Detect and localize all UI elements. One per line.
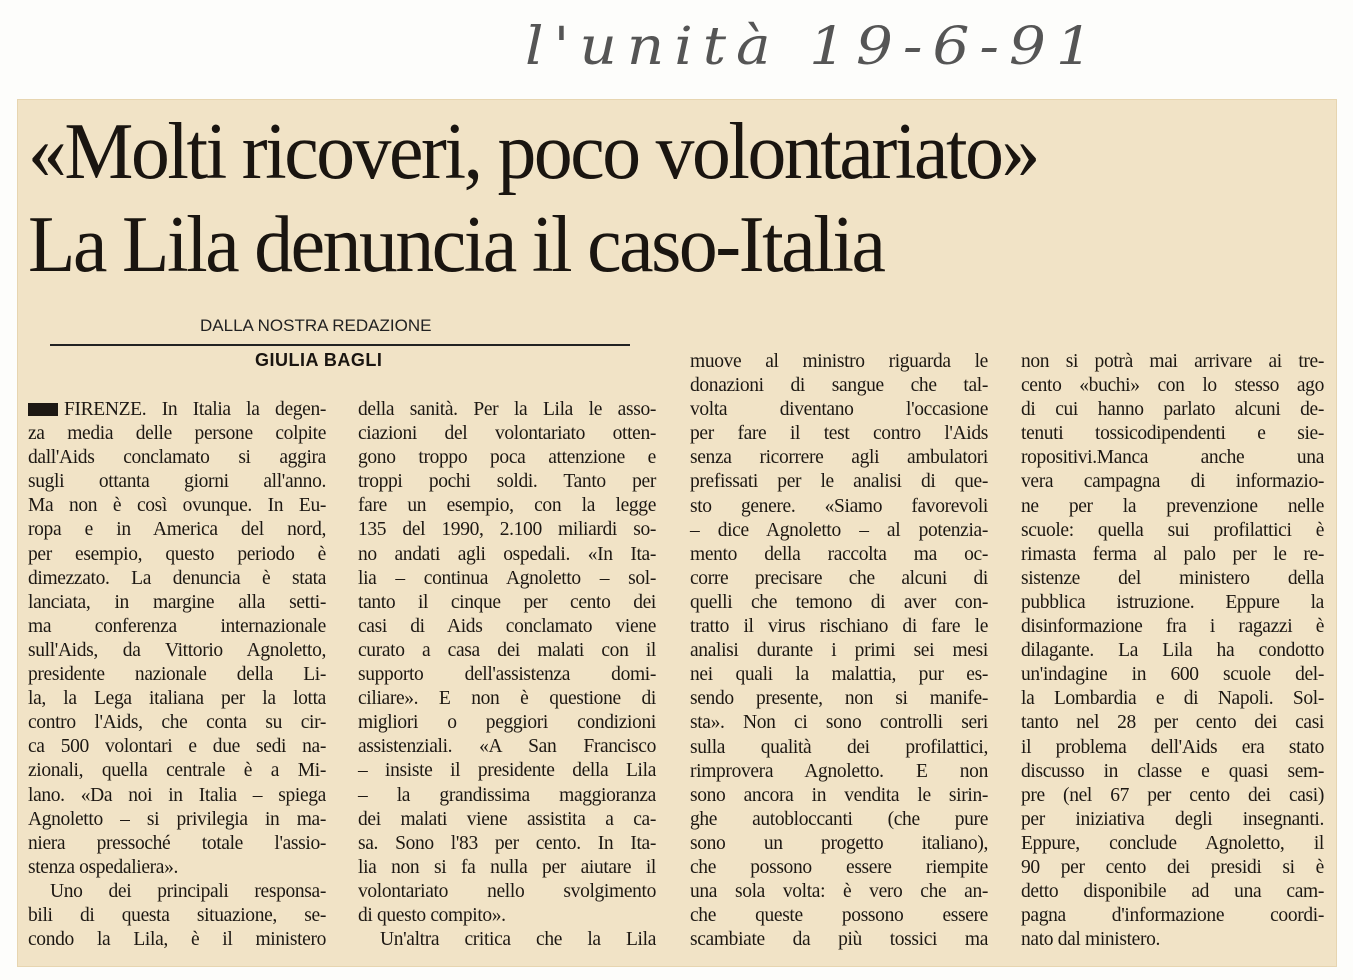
article-line: cento «buchi» con lo stesso ago <box>1021 375 1324 397</box>
article-line: lano. «Da noi in Italia – spiega <box>28 784 326 806</box>
article-line: discusso in classe e quasi sem- <box>1021 760 1324 782</box>
article-line: ghe autobloccanti (che pure <box>690 808 988 830</box>
article-line: za media delle persone colpite <box>28 423 326 445</box>
article-line: corre precisare che alcuni di <box>690 567 988 589</box>
article-line: tanto nel 28 per cento dei casi <box>1021 712 1324 734</box>
article-line: sugli ottanta giorni all'anno. <box>28 471 326 493</box>
article-line: della sanità. Per la Lila le asso- <box>358 399 656 420</box>
article-line: nato dal ministero. <box>1021 929 1161 951</box>
article-line: 135 del 1990, 2.100 miliardi so- <box>358 519 656 541</box>
article-line: mento della raccolta ma oc- <box>690 543 988 565</box>
article-line: ciliare». E non è questione di <box>358 688 656 710</box>
article-line: 90 per cento dei presidi si è <box>1021 856 1324 878</box>
article-line: ma conferenza internazionale <box>28 615 326 637</box>
article-line: sto genere. «Siamo favorevoli <box>690 495 988 517</box>
author-byline: GIULIA BAGLI <box>255 350 383 370</box>
article-line: volontariato nello svolgimento <box>358 880 656 902</box>
article-line: donazioni di sangue che tal- <box>690 375 988 397</box>
article-line: un'indagine in 600 scuole del- <box>1021 664 1324 686</box>
article-line: pre (nel 67 per cento dei casi) <box>1021 784 1324 806</box>
article-line: sono ancora in vendita le sirin- <box>690 784 988 806</box>
article-line: casi di Aids conclamato viene <box>358 615 656 637</box>
article-line: scambiate da più tossici ma <box>690 929 988 951</box>
article-line: che queste possono essere <box>690 905 988 927</box>
article-line: sistenze del ministero della <box>1021 567 1324 589</box>
article-column-3 <box>690 350 988 952</box>
article-line: una sola volta: è vero che an- <box>690 881 988 903</box>
article-column-1 <box>28 398 326 952</box>
article-line: condo la Lila, è il ministero <box>28 929 326 951</box>
article-line: – dice Agnoletto – al potenzia- <box>690 519 988 541</box>
article-line: ne per la prevenzione nelle <box>1021 495 1324 517</box>
article-line: Un'altra critica che la Lila <box>380 929 656 951</box>
article-line: gono troppo poca attenzione e <box>358 447 656 469</box>
article-line: scuole: quella sui profilattici è <box>1021 519 1324 541</box>
article-line: non si potrà mai arrivare ai tre- <box>1021 351 1324 372</box>
article-line: sulla qualità dei profilattici, <box>690 736 988 758</box>
article-line: detto disponibile ad una cam- <box>1021 881 1324 903</box>
article-line: lanciata, in margine alla setti- <box>28 591 326 613</box>
article-line: il problema dell'Aids era stato <box>1021 736 1324 758</box>
article-line: sendo presente, non si manife- <box>690 688 988 710</box>
article-line: sono un progetto italiano), <box>690 832 988 854</box>
article-line: Eppure, conclude Agnoletto, il <box>1021 832 1324 854</box>
article-line: prefissati per le analisi di que- <box>690 471 988 493</box>
article-line: pagna d'informazione coordi- <box>1021 905 1324 927</box>
article-line: volta diventano l'occasione <box>690 399 988 421</box>
article-line: quelli che temono di aver con- <box>690 591 988 613</box>
article-line: analisi durante i primi sei mesi <box>690 640 988 662</box>
article-line: la Lombardia e di Napoli. Sol- <box>1021 688 1324 710</box>
article-line: – la grandissima maggioranza <box>358 784 656 806</box>
article-line: Ma non è così ovunque. In Eu- <box>28 495 326 517</box>
article-line: rimasta ferma al palo per le re- <box>1021 543 1324 565</box>
article-line: zionali, quella centrale è a Mi- <box>28 760 326 782</box>
article-column-2 <box>358 398 656 952</box>
article-line: stenza ospedaliera». <box>28 856 179 878</box>
article-line <box>28 398 326 422</box>
article-line: pubblica istruzione. Eppure la <box>1021 591 1324 613</box>
article-line: curato a casa dei malati con il <box>358 639 656 661</box>
dateline: DALLA NOSTRA REDAZIONE <box>200 316 432 335</box>
handwritten-annotation: l'unità 19-6-91 <box>525 15 1103 77</box>
article-line: per esempio, questo periodo è <box>28 543 326 565</box>
article-line: rimprovera Agnoletto. E non <box>690 760 988 782</box>
article-line: per iniziativa degli insegnanti. <box>1021 808 1324 830</box>
article-line: dall'Aids conclamato si aggira <box>28 447 326 469</box>
article-line: no andati agli ospedali. «In Ita- <box>358 543 656 565</box>
article-line: ropositivi.Manca anche una <box>1021 447 1324 469</box>
article-line: muove al ministro riguarda le <box>690 351 988 372</box>
article-line: lia – continua Agnoletto – sol- <box>358 567 656 589</box>
article-line: Agnoletto – si privilegia in ma- <box>28 808 326 830</box>
section-marker-icon <box>28 403 58 416</box>
article-line: assistenziali. «A San Francisco <box>358 736 656 758</box>
article-line: ciazioni del volontariato otten- <box>358 423 656 445</box>
article-line: migliori o peggiori condizioni <box>358 712 656 734</box>
article-line-text: FIRENZE. In Italia la degen- <box>64 399 326 420</box>
headline-line-1: «Molti ricoveri, poco volontariato» <box>28 108 1038 196</box>
article-line: sa. Sono l'83 per cento. In Ita- <box>358 832 656 854</box>
article-line: troppi pochi soldi. Tanto per <box>358 471 656 493</box>
article-line: che possono essere riempite <box>690 856 988 878</box>
article-line: dimezzato. La denuncia è stata <box>28 567 326 589</box>
article-line: ropa e in America del nord, <box>28 519 326 541</box>
article-line: niera pressoché totale l'assio- <box>28 832 326 854</box>
article-line: sta». Non ci sono controlli seri <box>690 712 988 734</box>
article-line: tenuti tossicodipendenti e sie- <box>1021 423 1324 445</box>
article-line: di questo compito». <box>358 904 506 926</box>
article-line: ca 500 volontari e due sedi na- <box>28 736 326 758</box>
article-line: tanto il cinque per cento dei <box>358 591 656 613</box>
article-column-4 <box>1021 350 1324 952</box>
article-line: tratto il virus rischiano di fare le <box>690 616 988 638</box>
article-line: dei malati viene assistita a ca- <box>358 808 656 830</box>
article-line: vera campagna di informazio- <box>1021 471 1324 493</box>
article-line: di cui hanno parlato alcuni de- <box>1021 399 1324 421</box>
article-line: sull'Aids, da Vittorio Agnoletto, <box>28 639 326 661</box>
article-line: presidente nazionale della Li- <box>28 664 326 686</box>
article-line: senza ricorrere agli ambulatori <box>690 447 988 469</box>
headline-line-2: La Lila denuncia il caso-Italia <box>28 201 884 289</box>
article-line: fare un esempio, con la legge <box>358 495 656 517</box>
article-line: per fare il test contro l'Aids <box>690 423 988 445</box>
article-line: dilagante. La Lila ha condotto <box>1021 640 1324 662</box>
article-line: bili di questa situazione, se- <box>28 904 326 926</box>
article-line: – insiste il presidente della Lila <box>358 760 656 782</box>
article-line: lia non si fa nulla per aiutare il <box>358 856 656 878</box>
article-line: contro l'Aids, che conta su cir- <box>28 712 326 734</box>
article-line: nei quali la malattia, pur es- <box>690 664 988 686</box>
article-line: disinformazione fra i ragazzi è <box>1021 616 1324 638</box>
article-line: la, la Lega italiana per la lotta <box>28 688 326 710</box>
article-line: supporto dell'assistenza domi- <box>358 664 656 686</box>
divider <box>50 344 630 346</box>
article-line: Uno dei principali responsa- <box>50 880 326 902</box>
